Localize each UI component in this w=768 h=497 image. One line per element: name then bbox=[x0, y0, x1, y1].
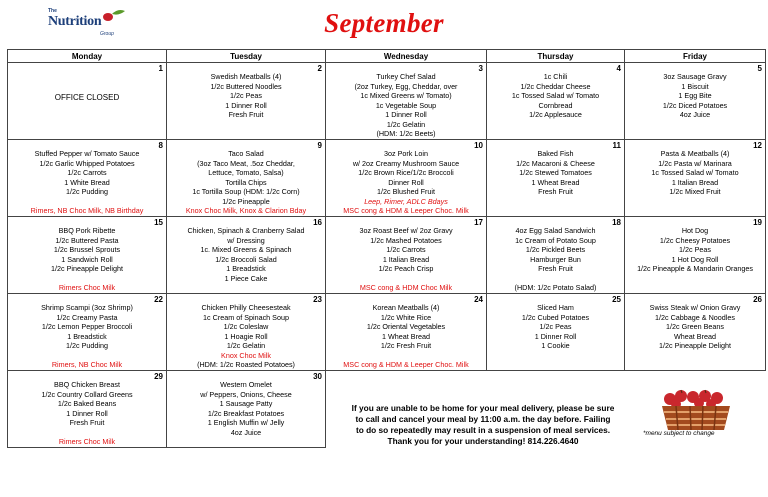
day-number: 30 bbox=[313, 372, 322, 381]
menu-item: Fresh Fruit bbox=[228, 110, 264, 119]
day-number: 25 bbox=[612, 295, 621, 304]
day-cell bbox=[167, 217, 326, 294]
menu-item: 1 Biscuit bbox=[681, 81, 709, 91]
menu-item: w/ Peppers, Onions, Cheese bbox=[200, 389, 292, 399]
menu-item: Sliced Ham bbox=[537, 303, 574, 312]
menu-item: 1/2c Pineapple bbox=[222, 196, 270, 206]
menu-item: 1 Italian Bread bbox=[671, 177, 719, 187]
menu-item: 1/2c Broccoli Salad bbox=[215, 254, 277, 264]
menu-item: 1 Breadstick bbox=[226, 264, 266, 273]
menu-item: 1/2c Blushed Fruit bbox=[377, 187, 435, 196]
menu-items bbox=[167, 63, 325, 120]
day-number: 24 bbox=[474, 295, 483, 304]
logo-group: Group bbox=[100, 31, 114, 37]
page-title: September bbox=[324, 8, 444, 38]
menu-item: 1c Tortilla Soup (HDM: 1/2c Corn) bbox=[192, 187, 300, 196]
menu-item: 1/2c Applesauce bbox=[529, 110, 582, 119]
menu-item: (HDM: 1/2c Potato Salad) bbox=[514, 282, 597, 292]
notice-line: to call and cancel your meal by 11:00 a.m. the day before. Failing bbox=[355, 414, 611, 424]
menu-item: Chicken, Spinach & Cranberry Salad bbox=[187, 226, 305, 235]
menu-item: 1/2c Cabbage & Noodles bbox=[655, 312, 735, 322]
day-number: 8 bbox=[158, 141, 163, 150]
menu-item: 1/2c Peas bbox=[539, 322, 572, 331]
menu-item: 1 Wheat Bread bbox=[382, 331, 430, 341]
day-number: 26 bbox=[753, 295, 762, 304]
menu-item: 1/2c Brown Rice/1/2c Broccoli bbox=[358, 168, 454, 177]
menu-item: Swiss Steak w/ Onion Gravy bbox=[649, 303, 741, 312]
day-cell bbox=[487, 294, 625, 371]
menu-item: 1 Breadstick bbox=[67, 331, 107, 341]
menu-item: w/ Dressing bbox=[227, 235, 265, 245]
menu-item: 1/2c Pudding bbox=[66, 187, 108, 196]
menu-item: 1/2c Buttered Noodles bbox=[210, 81, 282, 91]
day-number: 4 bbox=[616, 64, 621, 73]
menu-item: (2oz Turkey, Egg, Cheddar, over bbox=[354, 81, 458, 91]
day-cell bbox=[326, 217, 487, 294]
day-cell bbox=[167, 294, 326, 371]
menu-item: 1 Dinner Roll bbox=[66, 408, 108, 418]
menu-item: 1/2c Baked Beans bbox=[57, 399, 117, 408]
logo-the: The bbox=[48, 8, 57, 14]
menu-item: 3oz Sausage Gravy bbox=[663, 72, 727, 81]
logo-wordmark: Nutrition bbox=[48, 14, 102, 29]
menu-item: Stuffed Pepper w/ Tomato Sauce bbox=[34, 149, 140, 158]
menu-item: 1c Mixed Greens w/ Tomato) bbox=[360, 91, 452, 100]
menu-item: Dinner Roll bbox=[388, 177, 424, 187]
menu-item: 1/2c Peas bbox=[230, 91, 262, 100]
menu-item: BBQ Pork Ribette bbox=[58, 226, 116, 235]
notice-line: to do so repeatedly may result in a suspension of meal services. bbox=[355, 425, 611, 435]
menu-item: 1/2c Pineapple Delight bbox=[51, 264, 123, 273]
menu-items bbox=[326, 140, 486, 216]
menu-item: Western Omelet bbox=[220, 380, 272, 389]
menu-item: Taco Salad bbox=[228, 149, 264, 158]
menu-items bbox=[326, 63, 486, 139]
menu-items bbox=[8, 140, 166, 215]
day-number: 15 bbox=[154, 218, 163, 227]
menu-item: 1 Hot Dog Roll bbox=[671, 254, 719, 264]
site-note: MSC cong & HDM Choc Milk bbox=[359, 282, 453, 292]
day-number: 17 bbox=[474, 218, 483, 227]
day-number: 3 bbox=[478, 64, 483, 73]
menu-item: 1/2c Pickled Beets bbox=[525, 245, 586, 254]
menu-footnote: *menu subject to change bbox=[643, 430, 715, 437]
day-number: 22 bbox=[154, 295, 163, 304]
menu-item: 1/2c Pasta w/ Marinara bbox=[658, 158, 732, 168]
menu-item: 1/2c Buttered Pasta bbox=[55, 235, 119, 245]
menu-item: Fresh Fruit bbox=[538, 264, 573, 273]
menu-item: 3oz Roast Beef w/ 2oz Gravy bbox=[359, 226, 453, 235]
menu-item: 1c Cream of Potato Soup bbox=[515, 235, 596, 245]
menu-item: 1/2c Pudding bbox=[66, 341, 108, 350]
menu-item: 1 Dinner Roll bbox=[225, 100, 267, 110]
menu-item: 1/2c Garlic Whipped Potatoes bbox=[39, 158, 135, 168]
menu-item: 1/2c Gelatin bbox=[386, 119, 426, 129]
menu-item: Lettuce, Tomato, Salsa) bbox=[208, 168, 284, 177]
site-note: Leep, Rimer, ADLC Bdays bbox=[364, 196, 448, 206]
day-cell bbox=[326, 63, 487, 140]
menu-items bbox=[167, 294, 325, 370]
day-number: 12 bbox=[753, 141, 762, 150]
site-note: Rimers Choc Milk bbox=[58, 282, 116, 292]
day-cell bbox=[8, 294, 167, 371]
menu-items bbox=[167, 371, 325, 437]
menu-item: Turkey Chef Salad bbox=[376, 72, 436, 81]
menu-item: 3oz Pork Loin bbox=[384, 149, 428, 158]
menu-item: 1/2c Stewed Tomatoes bbox=[519, 168, 592, 177]
notice-line: Thank you for your understanding! 814.226.4640 bbox=[387, 436, 579, 446]
menu-item: (HDM: 1/2c Beets) bbox=[376, 129, 436, 138]
menu-item: 1/2c Oriental Vegetables bbox=[366, 322, 446, 331]
notice-line: If you are unable to be home for your meal delivery, please be sure bbox=[351, 403, 615, 413]
day-cell bbox=[625, 294, 766, 371]
day-cell bbox=[487, 63, 625, 140]
menu-item: (HDM: 1/2c Roasted Potatoes) bbox=[197, 360, 295, 369]
menu-item: 1/2c Cheddar Cheese bbox=[520, 81, 591, 91]
weekday-header: Thursday bbox=[487, 50, 625, 63]
menu-item: 1c Tossed Salad w/ Tomato bbox=[511, 91, 600, 100]
menu-item: 1c Cream of Spinach Soup bbox=[203, 312, 289, 322]
menu-item: Cornbread bbox=[538, 100, 573, 110]
menu-item: (3oz Taco Meat, .5oz Cheddar, bbox=[197, 158, 295, 168]
day-cell bbox=[8, 371, 167, 448]
site-note: Knox Choc Milk bbox=[221, 350, 271, 360]
menu-items bbox=[625, 294, 765, 351]
weekday-header: Tuesday bbox=[167, 50, 326, 63]
day-cell bbox=[167, 63, 326, 140]
day-number: 5 bbox=[757, 64, 762, 73]
menu-items bbox=[8, 371, 166, 446]
menu-item: 1/2c Carrots bbox=[386, 245, 426, 254]
menu-item: 1 White Bread bbox=[64, 177, 110, 187]
day-cell bbox=[8, 140, 167, 217]
day-number: 23 bbox=[313, 295, 322, 304]
menu-item: 4oz Egg Salad Sandwich bbox=[515, 226, 596, 235]
site-note: MSC cong & HDM & Leeper Choc. Milk bbox=[343, 359, 469, 369]
menu-items bbox=[487, 217, 624, 292]
menu-item: Fresh Fruit bbox=[538, 187, 573, 196]
menu-item: 1 English Muffin w/ Jelly bbox=[207, 418, 285, 427]
menu-item: 1/2c Pineapple Delight bbox=[659, 341, 731, 350]
menu-item: OFFICE CLOSED bbox=[54, 93, 120, 102]
menu-items bbox=[167, 217, 325, 283]
weekday-header-row bbox=[8, 50, 766, 63]
site-note: Knox Choc Milk, Knox & Clarion Bday bbox=[185, 206, 307, 215]
day-number: 11 bbox=[612, 141, 621, 150]
menu-item: 1/2c Green Beans bbox=[666, 322, 724, 331]
day-cell bbox=[487, 140, 625, 217]
week-row bbox=[8, 140, 766, 217]
menu-item: 1c. Mixed Greens & Spinach bbox=[200, 245, 292, 254]
menu-item: Wheat Bread bbox=[674, 331, 716, 341]
menu-item: 1c Vegetable Soup bbox=[375, 100, 437, 110]
menu-item: 1/2c White Rice bbox=[380, 312, 432, 322]
menu-item: Fresh Fruit bbox=[69, 418, 105, 427]
menu-item: Shrimp Scampi (3oz Shrimp) bbox=[41, 303, 133, 312]
menu-item: 1/2c Creamy Pasta bbox=[56, 312, 118, 322]
apple-basket-illustration bbox=[648, 388, 744, 432]
menu-item: 1/2c Country Collard Greens bbox=[41, 389, 133, 399]
day-number: 9 bbox=[317, 141, 322, 150]
menu-item: 1 Hoagie Roll bbox=[224, 331, 268, 341]
day-cell bbox=[8, 217, 167, 294]
day-cell bbox=[167, 140, 326, 217]
menu-items bbox=[8, 63, 166, 103]
menu-item: 1/2c Diced Potatoes bbox=[662, 100, 728, 110]
day-cell bbox=[487, 217, 625, 294]
menu-items bbox=[487, 294, 624, 351]
weekday-header: Monday bbox=[8, 50, 167, 63]
menu-item: 1/2c Cheesy Potatoes bbox=[659, 235, 731, 245]
menu-item: 1/2c Coleslaw bbox=[223, 322, 269, 331]
day-number: 18 bbox=[612, 218, 621, 227]
menu-item: Tortilla Chips bbox=[225, 177, 267, 187]
day-number: 10 bbox=[474, 141, 483, 150]
site-note: MSC cong & HDM & Leeper Choc. Milk bbox=[343, 206, 469, 215]
menu-item: 1/2c Macaroni & Cheese bbox=[516, 158, 595, 168]
menu-item: 1 Piece Cake bbox=[224, 273, 268, 283]
day-cell bbox=[625, 63, 766, 140]
menu-item: 1 Egg Bite bbox=[678, 91, 712, 100]
weekday-header: Friday bbox=[625, 50, 766, 63]
day-cell bbox=[8, 63, 167, 140]
menu-item: 1/2c Breakfast Potatoes bbox=[207, 408, 285, 418]
menu-item: 4oz Juice bbox=[230, 427, 262, 437]
day-cell bbox=[326, 294, 487, 371]
menu-item: 1 Sausage Patty bbox=[219, 399, 273, 408]
menu-item: BBQ Chicken Breast bbox=[54, 380, 120, 389]
menu-item: 1 Italian Bread bbox=[382, 254, 430, 264]
menu-items bbox=[326, 294, 486, 369]
week-row bbox=[8, 217, 766, 294]
day-cell bbox=[625, 140, 766, 217]
menu-item: 1 Dinner Roll bbox=[385, 110, 427, 119]
weekday-header: Wednesday bbox=[326, 50, 487, 63]
menu-items bbox=[625, 63, 765, 120]
menu-item: Swedish Meatballs (4) bbox=[210, 72, 282, 81]
menu-item: Chicken Philly Cheesesteak bbox=[201, 303, 291, 312]
day-number: 16 bbox=[313, 218, 322, 227]
menu-item: 1/2c Peas bbox=[679, 245, 711, 254]
menu-item: 1 Wheat Bread bbox=[531, 177, 580, 187]
menu-item: 1/2c Mashed Potatoes bbox=[370, 235, 442, 245]
site-note: Rimers, NB Choc Milk, NB Birthday bbox=[30, 205, 144, 215]
menu-item: 1c Chili bbox=[543, 72, 568, 81]
menu-items bbox=[625, 217, 765, 274]
menu-item: 1/2c Brussel Sprouts bbox=[53, 245, 121, 254]
day-number: 29 bbox=[154, 372, 163, 381]
menu-item: Pasta & Meatballs (4) bbox=[660, 149, 730, 158]
menu-item: 1/2c Pineapple & Mandarin Oranges bbox=[637, 264, 753, 273]
menu-item: 1c Tossed Salad w/ Tomato bbox=[651, 168, 739, 177]
delivery-notice bbox=[324, 403, 642, 447]
menu-item: 1 Dinner Roll bbox=[534, 331, 577, 341]
menu-item: 1/2c Cubed Potatoes bbox=[521, 312, 590, 322]
site-note: Rimers Choc Milk bbox=[58, 436, 116, 446]
day-number: 2 bbox=[317, 64, 322, 73]
menu-item: 1/2c Fresh Fruit bbox=[380, 341, 432, 350]
site-note: Rimers, NB Choc Milk bbox=[51, 359, 123, 369]
menu-item: 1/2c Peach Crisp bbox=[378, 264, 434, 273]
menu-item: 1/2c Mixed Fruit bbox=[669, 187, 721, 196]
week-row bbox=[8, 63, 766, 140]
menu-item: 1/2c Carrots bbox=[67, 168, 107, 177]
day-cell bbox=[625, 217, 766, 294]
menu-item: 1/2c Gelatin bbox=[226, 341, 266, 350]
menu-item: Baked Fish bbox=[537, 149, 574, 158]
menu-item: 1 Sandwich Roll bbox=[61, 254, 113, 264]
menu-item: Hot Dog bbox=[681, 226, 709, 235]
menu-items bbox=[8, 294, 166, 369]
menu-items bbox=[8, 217, 166, 292]
menu-items bbox=[487, 140, 624, 197]
menu-items bbox=[326, 217, 486, 292]
week-row bbox=[8, 294, 766, 371]
menu-item: w/ 2oz Creamy Mushroom Sauce bbox=[352, 158, 460, 168]
menu-item: Hamburger Bun bbox=[530, 254, 581, 264]
menu-items bbox=[167, 140, 325, 216]
day-number: 1 bbox=[158, 64, 163, 73]
menu-item: 1/2c Lemon Pepper Broccoli bbox=[41, 322, 133, 331]
day-cell bbox=[326, 140, 487, 217]
day-cell bbox=[167, 371, 326, 448]
menu-items bbox=[625, 140, 765, 197]
menu-item: 4oz Juice bbox=[679, 110, 711, 119]
menu-items bbox=[487, 63, 624, 120]
menu-item: Korean Meatballs (4) bbox=[372, 303, 440, 312]
day-number: 19 bbox=[753, 218, 762, 227]
menu-item: 1 Cookie bbox=[541, 341, 570, 350]
